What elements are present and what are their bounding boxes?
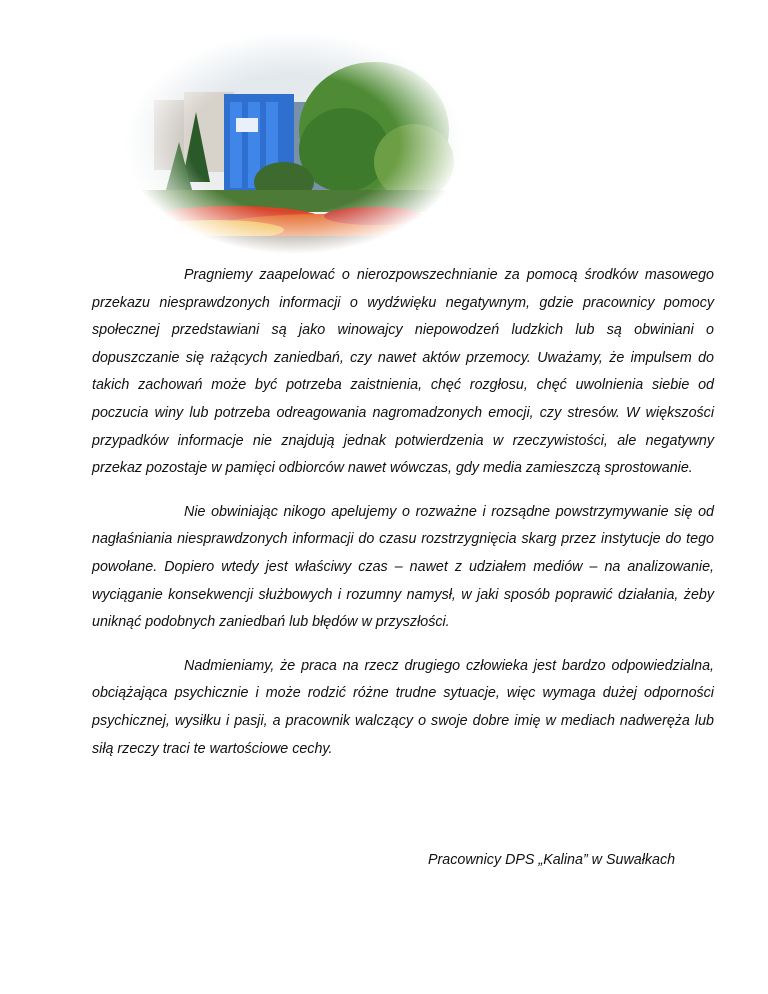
building-photo <box>124 32 464 254</box>
signature: Pracownicy DPS „Kalina” w Suwałkach <box>428 852 676 868</box>
paragraph-2: Nie obwiniając nikogo apelujemy o rozważne i rozsądne powstrzymywanie się od nagłaśniania niesprawdzonych informacji do czasu rozstrzygnięcia skarg przez instytucje do tego powołane. Dopiero wtedy jest właściwy czas – nawet z udziałem mediów – na analizowanie, wyciąganie konsekwencji służbowych i rozumny namysł, w jaki sposób poprawić działania, żeby uniknąć podobnych zaniedbań lub błędów w przyszłości. <box>92 503 714 631</box>
paragraph-3: Nadmieniamy, że praca na rzecz drugiego człowieka jest bardzo odpowiedzialna, obciążająca psychicznie i może rodzić różne trudne sytuacje, więc wymaga dużej odporności psychicznej, wysiłku i pasji, a pracownik walczący o swoje dobre imię w mediach nadweręża lub siłą rzeczy traci te wartościowe cechy. <box>92 657 714 757</box>
paragraph-1: Pragniemy zaapelować o nierozpowszechnianie za pomocą środków masowego przekazu niesprawdzonych informacji o wydźwięku negatywnym, gdzie pracownicy pomocy społecznej przedstawiani są jako winowajcy niepowodzeń ludzkich lub są obwiniani o dopuszczanie się rażących zaniedbań, czy nawet aktów przemocy. Uważamy, że impulsem do takich zachowań może być potrzeba zaistnienia, chęć rozgłosu, chęć uwolnienia siebie od poczucia winy lub potrzeba odreagowania nagromadzonych emocji, czy stresów. W większości przypadków informacje nie znajdują jednak potwierdzenia w rzeczywistości, ale negatywny przekaz pozostaje w pamięci odbiorców nawet wówczas, gdy media zamieszczą sprostowanie. <box>92 267 714 477</box>
appeal-text <box>92 262 714 779</box>
